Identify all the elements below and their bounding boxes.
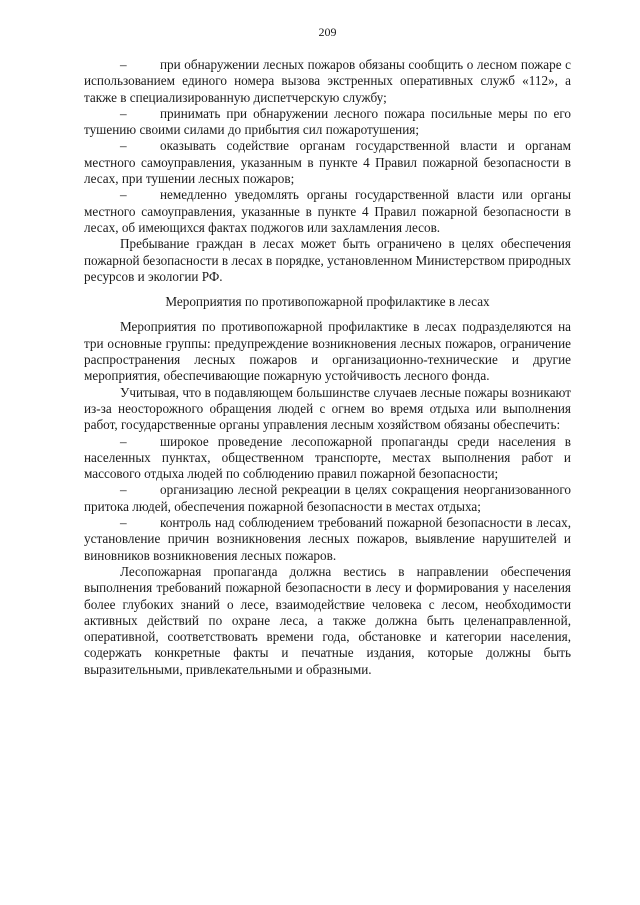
list-item: [84, 106, 571, 139]
list-item: [84, 515, 571, 564]
document-body: [84, 57, 571, 678]
list-item-text: организацию лесной рекреации в целях сокращения неорганизованного притока людей, обеспечения пожарной безопасности в местах отдыха;: [84, 482, 571, 514]
dash-marker: –: [120, 482, 127, 498]
list-item: [84, 434, 571, 483]
dash-marker: –: [120, 105, 127, 121]
list-item-text: немедленно уведомлять органы государственной власти или органы местного самоуправления, указанные в пункте 4 Правил пожарной безопасности в лесах, об имеющихся фактах поджогов или захламления лесов.: [84, 187, 571, 235]
page-number: 209: [318, 25, 337, 39]
list-item-text: принимать при обнаружении лесного пожара посильные меры по его тушению своими силами до прибытия сил пожаротушения;: [84, 105, 571, 138]
paragraph-groups: Мероприятия по противопожарной профилактике в лесах подразделяются на три основные группы: предупреждение возникновения лесных пожаров, ограничение распространения лесных пожаров и организационно-технические и другие мероприятия, обеспечивающие пожарную устойчивость лесного фонда.: [84, 319, 571, 384]
dash-marker: –: [120, 433, 127, 449]
list-item-text: при обнаружении лесных пожаров обязаны сообщить о лесном пожаре с использованием единого номера вызова экстренных оперативных служб «112», а также в специализированную диспетчерскую службу;: [84, 57, 571, 105]
dash-marker: –: [120, 515, 127, 531]
paragraph-restriction: Пребывание граждан в лесах может быть ограничено в целях обеспечения пожарной безопасности в лесах в порядке, установленном Министерством природных ресурсов и экологии РФ.: [84, 236, 571, 284]
paragraph-considering: Учитывая, что в подавляющем большинстве случаев лесные пожары возникают из-за неосторожного обращения людей с огнем во время отдыха или выполнения работ, государственные органы управления лесным хозяйством обязаны обеспечить:: [84, 384, 571, 433]
dash-marker: –: [120, 138, 127, 154]
list-item: [84, 187, 571, 236]
dash-marker: –: [120, 57, 127, 72]
list-item: [84, 57, 571, 106]
list-item-text: широкое проведение лесопожарной пропаганды среди населения в населенных пунктах, общественном транспорте, местах выполнения работ и массового отдыха людей по соблюдению правил пожарной безопасности;: [84, 433, 571, 482]
list-item: [84, 138, 571, 187]
list-item-text: контроль над соблюдением требований пожарной безопасности в лесах, установление причин возникновения лесных пожаров, выявление нарушителей и виновников возникновения лесных пожаров.: [84, 515, 571, 563]
dash-marker: –: [120, 187, 127, 203]
list-item-text: оказывать содействие органам государственной власти и органам местного самоуправления, указанным в пункте 4 Правил пожарной безопасности в лесах, при тушении лесных пожаров;: [84, 138, 571, 187]
paragraph-propaganda: Лесопожарная пропаганда должна вестись в направлении обеспечения выполнения требований пожарной безопасности в лесу и формирования у населения более глубоких знаний о лесе, взаимодействие человека с лесом, необходимости активных действий по охране леса, а также должна быть целенаправленной, оперативной, соответствовать времени года, обстановке и категории населения, содержать конкретные факты и печатные издания, которые должны быть выразительными, привлекательными и образными.: [84, 563, 571, 677]
list-item: [84, 482, 571, 515]
section-heading: Мероприятия по противопожарной профилактике в лесах: [165, 294, 490, 310]
